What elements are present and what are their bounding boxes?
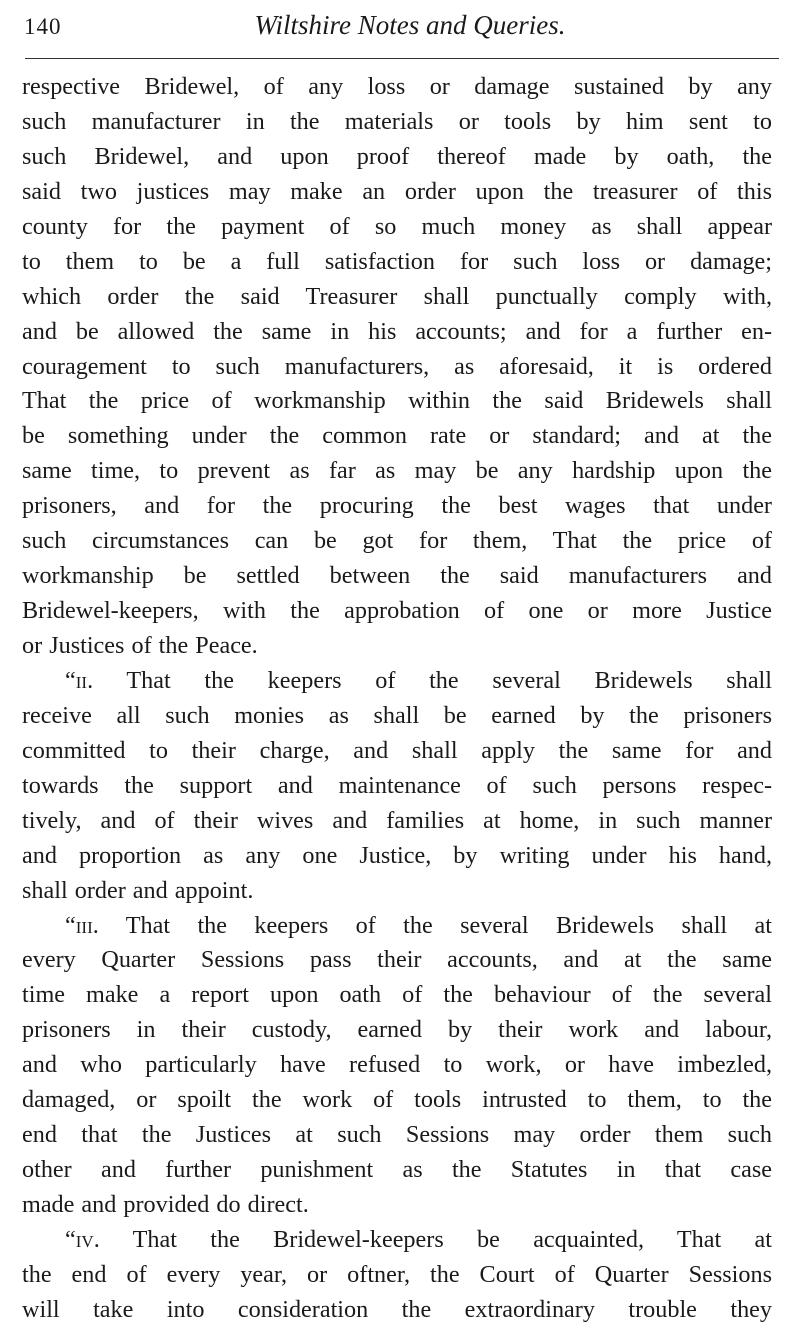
text-line-content [22,1261,772,1288]
text-line [22,874,772,909]
line-text: end that the Justices at such Sessions may order them such [22,1121,772,1149]
line-text: towards the support and maintenance of such persons respec- [22,771,772,799]
line-text: damaged, or spoilt the work of tools intrusted to them, to the [22,1086,772,1114]
text-line [22,419,772,454]
text-line [22,594,772,629]
text-line [22,350,772,385]
text-line-content [22,248,772,275]
text-line-content [22,1191,309,1218]
text-line [22,524,772,559]
line-text: receive all such monies as shall be earned by the prisoners [22,701,772,729]
text-line [22,699,772,734]
text-line [22,1118,772,1153]
text-line [22,280,772,315]
text-line-content [22,108,772,135]
text-line [22,943,772,978]
section-numeral: iv. [75,1225,100,1253]
text-line-content [22,213,772,240]
line-text: or Justices of the Peace. [22,632,258,659]
body-text [22,70,772,1328]
text-line [22,175,772,210]
text-line-content [22,632,258,659]
text-line [22,384,772,419]
text-line-content [22,1296,772,1323]
line-text: That the price of workmanship within the said Bridewels shall [22,387,772,415]
text-line [22,315,772,350]
text-line-content [22,422,772,449]
text-line-content [22,981,772,1008]
open-quote: “ [65,1225,76,1253]
page-number: 140 [24,14,62,39]
line-text: time make a report upon oath of the behaviour of the several [22,981,772,1009]
text-line-content [22,387,772,414]
text-line-content [22,353,772,380]
line-text: prisoners, and for the procuring the best wages that under [22,492,772,520]
line-text: the end of every year, or oftner, the Court of Quarter Sessions [22,1260,772,1288]
text-line [22,140,772,175]
text-line [22,1153,772,1188]
text-line-content [22,1121,772,1148]
text-line [22,909,772,944]
text-line-content [65,1226,772,1253]
line-text: Bridewel-keepers, with the approbation of one or more Justice [22,597,772,625]
line-text: couragement to such manufacturers, as aforesaid, it is ordered [22,352,772,380]
line-text: such manufacturer in the materials or tools by him sent to [22,107,772,135]
line-text: other and further punishment as the Statutes in that case [22,1156,772,1184]
line-text: to them to be a full satisfaction for such loss or damage; [22,247,772,275]
running-head: Wiltshire Notes and Queries. [254,10,566,40]
line-text: will take into consideration the extraordinary trouble they [22,1295,772,1323]
text-line [22,1083,772,1118]
text-line [22,1258,772,1293]
text-line-content [22,946,772,973]
text-line-content [22,772,772,799]
text-line-content [22,562,772,589]
line-text: county for the payment of so much money as shall appear [22,212,772,240]
text-line-content [22,527,772,554]
text-line-content [22,1051,772,1078]
text-line-content [22,597,772,624]
line-text: That the keepers of the several Bridewels shall at [98,911,772,939]
text-line-content [22,842,772,869]
text-line-content [22,702,772,729]
text-line [22,1013,772,1048]
text-line-content [22,877,253,904]
text-line-content [22,492,772,519]
text-line [22,978,772,1013]
section-numeral: ii. [75,666,94,694]
line-text: be something under the common rate or standard; and at the [22,422,772,450]
text-line [22,1293,772,1328]
line-text: prisoners in their custody, earned by their work and labour, [22,1016,772,1044]
line-text: such circumstances can be got for them, That the price of [22,527,772,555]
text-line-content [65,667,772,694]
text-line [22,734,772,769]
text-line-content [22,318,772,345]
line-text: respective Bridewel, of any loss or damage sustained by any [22,73,772,100]
text-line-content [22,1156,772,1183]
text-line [22,1223,772,1258]
open-quote: “ [65,666,76,694]
line-text: made and provided do direct. [22,1191,309,1218]
section-numeral: iii. [75,911,99,939]
text-line [22,1048,772,1083]
text-line [22,1188,772,1223]
text-line [22,839,772,874]
text-line [22,245,772,280]
text-line [22,454,772,489]
text-line-content [22,283,772,310]
line-text: every Quarter Sessions pass their accounts, and at the same [22,946,772,974]
text-line [22,489,772,524]
line-text: That the keepers of the several Bridewels shall [93,666,772,694]
text-line-content [22,1086,772,1113]
line-text: and be allowed the same in his accounts; and for a further en- [22,317,772,345]
text-line-content [22,178,772,205]
line-text: workmanship be settled between the said manufacturers and [22,562,772,590]
text-line [22,629,772,664]
text-line-content [22,807,772,834]
line-text: which order the said Treasurer shall punctually comply with, [22,282,772,310]
line-text: such Bridewel, and upon proof thereof made by oath, the [22,142,772,170]
text-line-content [22,1016,772,1043]
text-line [22,559,772,594]
open-quote: “ [65,911,76,939]
text-line-content [22,457,772,484]
line-text: shall order and appoint. [22,876,254,904]
text-line-content [65,912,772,939]
text-line-content [22,73,772,100]
line-text: That the Bridewel-keepers be acquainted, That at [99,1225,772,1253]
line-text: said two justices may make an order upon the treasurer of this [22,177,772,205]
text-line-content [22,737,772,764]
line-text: and proportion as any one Justice, by writing under his hand, [22,841,772,869]
text-line [22,210,772,245]
text-line [22,105,772,140]
line-text: tively, and of their wives and families at home, in such manner [22,806,772,834]
line-text: and who particularly have refused to work, or have imbezled, [22,1051,772,1079]
text-line [22,70,772,105]
text-line [22,769,772,804]
header-rule [25,58,779,59]
text-line [22,804,772,839]
line-text: committed to their charge, and shall apply the same for and [22,736,772,764]
text-line-content [22,143,772,170]
text-line [22,664,772,699]
line-text: same time, to prevent as far as may be any hardship upon the [22,457,772,485]
